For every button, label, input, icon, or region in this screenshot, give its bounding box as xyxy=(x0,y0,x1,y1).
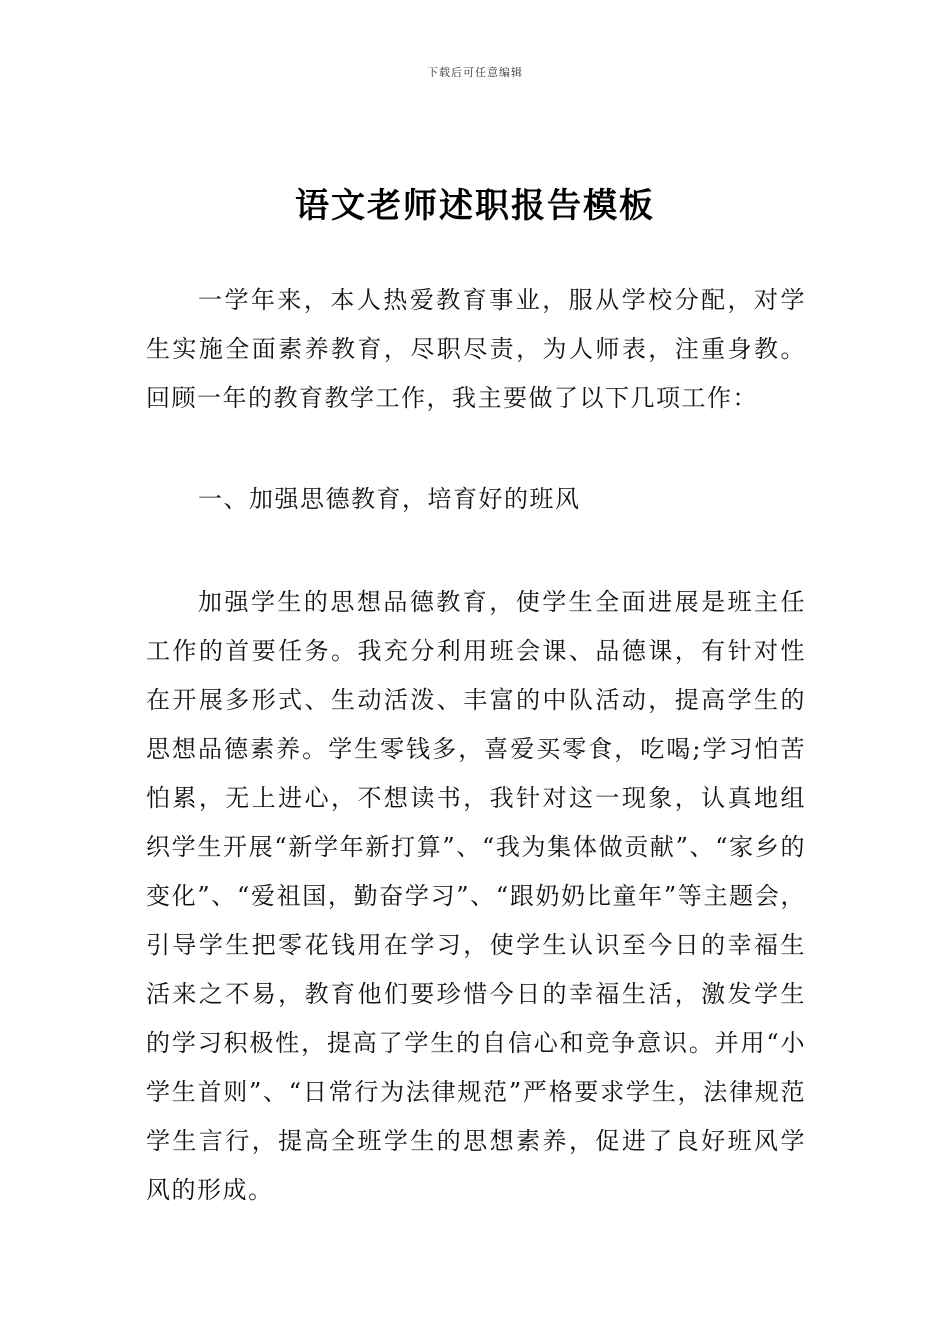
section-heading: 一、加强思德教育，培育好的班风 xyxy=(198,485,581,513)
document-title: 语文老师述职报告模板 xyxy=(295,186,655,226)
section-body-paragraph: 加强学生的思想品德教育，使学生全面进展是班主任工作的首要任务。我充分利用班会课、品德课，有针对性在开展多形式、生动活泼、丰富的中队活动，提高学生的思想品德素养。学生零钱多，喜爱买零食，吃喝;学习怕苦怕累，无上进心，不想读书，我针对这一现象，认真地组织学生开展“新学年新打算”、“我为集体做贡献”、“家乡的变化”、“爱祖国，勤奋学习”、“跟奶奶比童年”等主题会，引导学生把零花钱用在学习，使学生认识至今日的幸福生活来之不易，教育他们要珍惜今日的幸福生活，激发学生的学习积极性，提高了学生的自信心和竞争意识。并用“小学生首则”、“日常行为法律规范”严格要求学生，法律规范学生言行，提高全班学生的思想素养，促进了良好班风学风的形成。 xyxy=(146,588,806,1204)
header-note: 下载后可任意编辑 xyxy=(427,66,523,79)
intro-paragraph: 一学年来，本人热爱教育事业，服从学校分配，对学生实施全面素养教育，尽职尽责，为人师表，注重身教。回顾一年的教育教学工作，我主要做了以下几项工作： xyxy=(146,286,806,412)
